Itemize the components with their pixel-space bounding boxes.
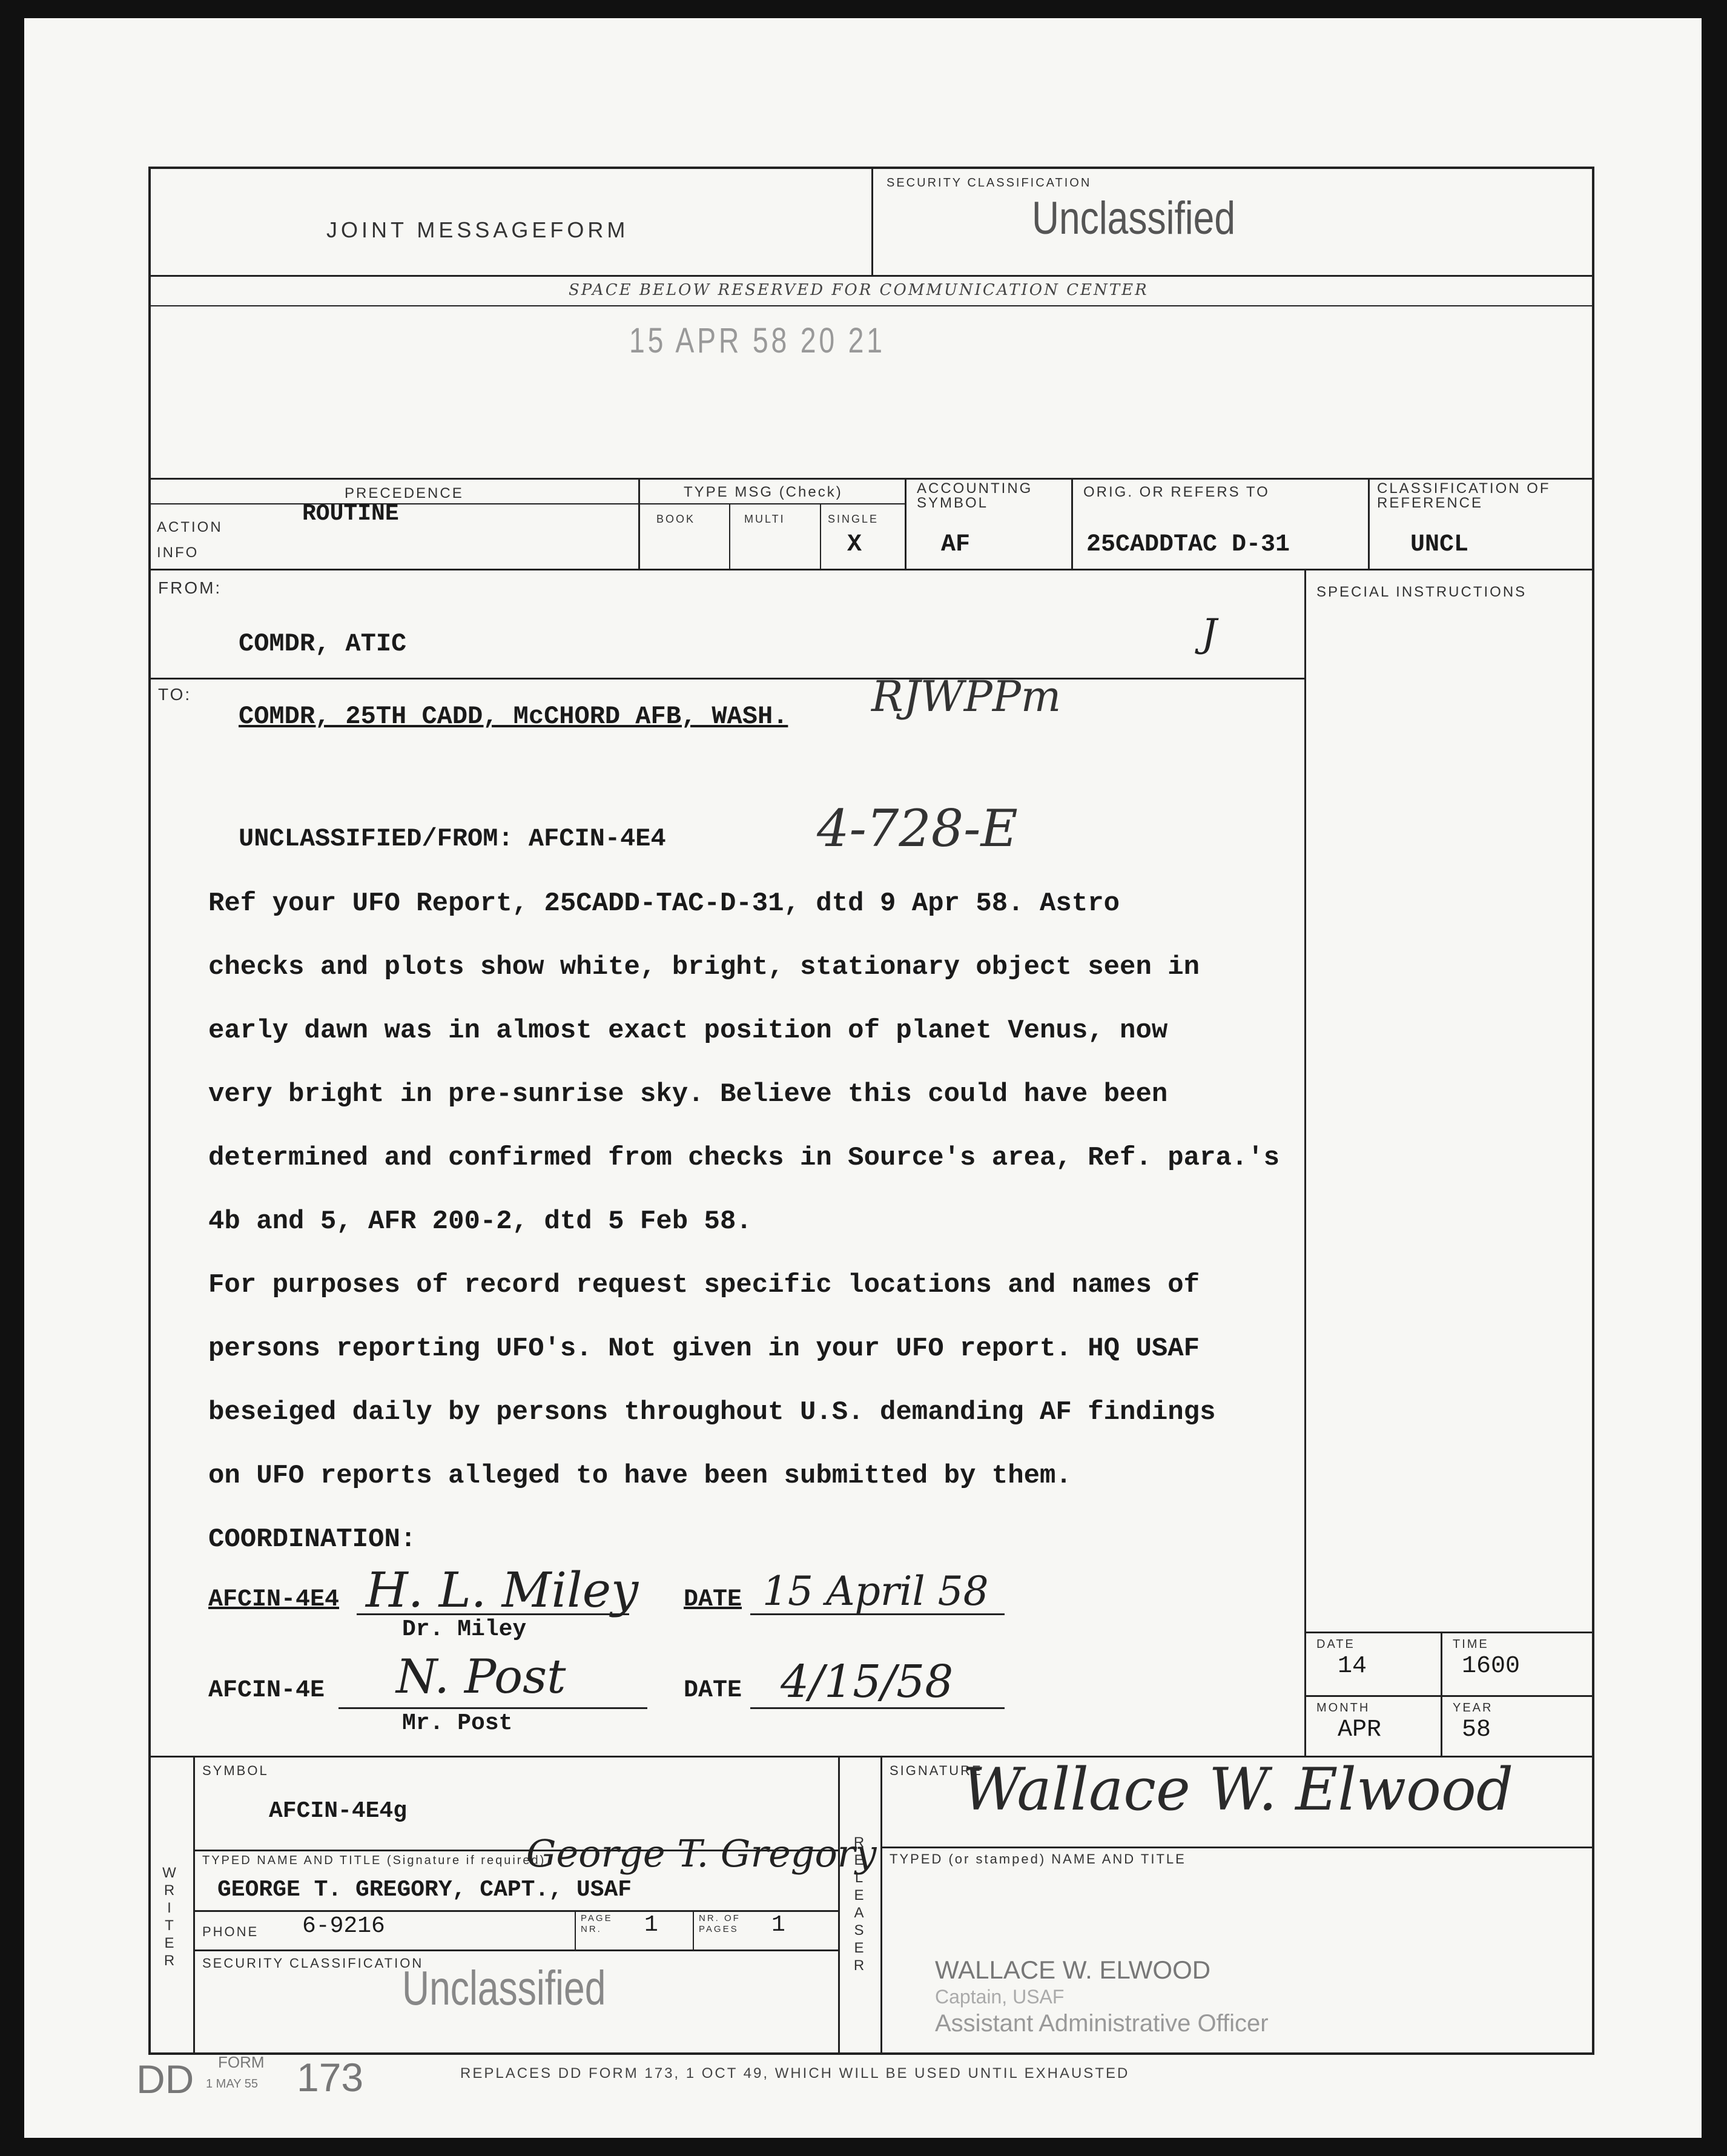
time-value: 1600: [1462, 1653, 1521, 1680]
phone-value: 6-9216: [302, 1913, 385, 1939]
coord1-office: AFCIN-4E4: [208, 1586, 340, 1613]
nr-of-pages-value: 1: [771, 1912, 785, 1938]
form-code: DD: [136, 2057, 194, 2101]
book-label: BOOK: [656, 513, 696, 525]
month-value: APR: [1338, 1716, 1382, 1744]
form-word: FORM: [218, 2053, 265, 2071]
writer-symbol-value: AFCIN-4E4g: [269, 1798, 408, 1824]
coord2-name: Mr. Post: [402, 1710, 513, 1736]
from-value: COMDR, ATIC: [239, 629, 407, 658]
year-label: YEAR: [1453, 1701, 1493, 1715]
coord2-signature: N. Post: [396, 1650, 566, 1704]
message-subject: UNCLASSIFIED/FROM: AFCIN-4E4: [239, 824, 666, 853]
info-label: INFO: [157, 544, 199, 561]
year-value: 58: [1462, 1716, 1491, 1744]
message-line: determined and confirmed from checks in Source's area, Ref. para.'s: [208, 1143, 1280, 1173]
releaser-stamp-rank: Captain, USAF: [935, 1986, 1065, 2008]
action-label: ACTION: [157, 519, 223, 535]
message-subject-annotation: 4-728-E: [817, 799, 1018, 858]
page-nr-label: PAGE NR.: [581, 1913, 613, 1934]
releaser-stamp-title: Assistant Administrative Officer: [935, 2010, 1269, 2037]
message-line: beseiged daily by persons throughout U.S. demanding AF findings: [208, 1397, 1216, 1427]
single-label: SINGLE: [828, 513, 879, 525]
message-line: very bright in pre-sunrise sky. Believe this could have been: [208, 1079, 1168, 1109]
writer-security-stamp: Unclassified: [402, 1961, 606, 2015]
classification-reference-value: UNCL: [1410, 531, 1469, 558]
message-line: Ref your UFO Report, 25CADD-TAC-D-31, dtd 9 Apr 58. Astro: [208, 888, 1120, 919]
writer-signature: George T. Gregory: [526, 1831, 877, 1876]
releaser-stamp-name: WALLACE W. ELWOOD: [935, 1956, 1211, 1984]
message-line: 4b and 5, AFR 200-2, dtd 5 Feb 58.: [208, 1206, 752, 1237]
coord1-signature: H. L. Miley: [366, 1562, 639, 1618]
form-date: 1 MAY 55: [206, 2077, 258, 2091]
precedence-label: PRECEDENCE: [345, 485, 464, 501]
precedence-value: ROUTINE: [302, 501, 399, 527]
document-page: [24, 18, 1702, 2138]
form-replaces-note: REPLACES DD FORM 173, 1 OCT 49, WHICH WILL BE USED UNTIL EXHAUSTED: [460, 2065, 1130, 2082]
type-msg-label: TYPE MSG (Check): [684, 484, 843, 500]
writer-side-label: WRITER: [161, 1865, 177, 1970]
typed-name-title-label: TYPED NAME AND TITLE (Signature if required): [202, 1854, 546, 1867]
from-initial-mark: J: [1201, 611, 1217, 656]
page-nr-value: 1: [644, 1912, 658, 1938]
to-routing-annotation: RJWPPm: [871, 672, 1062, 721]
coord2-office: AFCIN-4E: [208, 1677, 325, 1704]
comm-center-timestamp: 15 APR 58 20 21: [629, 321, 885, 360]
accounting-symbol-label: ACCOUNTING SYMBOL: [917, 480, 1033, 511]
form-number: 173: [297, 2055, 364, 2100]
coord1-date-label: DATE: [684, 1586, 742, 1613]
to-label: TO:: [158, 685, 192, 704]
special-instructions-label: SPECIAL INSTRUCTIONS: [1316, 584, 1527, 600]
orig-refers-value: 25CADDTAC D-31: [1086, 531, 1290, 558]
orig-refers-label: ORIG. OR REFERS TO: [1083, 484, 1270, 500]
typed-name-title-value: GEORGE T. GREGORY, CAPT., USAF: [217, 1877, 632, 1903]
releaser-side-label: RELEASER: [851, 1834, 867, 1975]
message-line: For purposes of record request specific locations and names of: [208, 1270, 1200, 1300]
security-classification-stamp: Unclassified: [1032, 193, 1235, 244]
form-title: JOINT MESSAGEFORM: [326, 217, 629, 242]
month-label: MONTH: [1316, 1701, 1370, 1715]
to-value: COMDR, 25TH CADD, McCHORD AFB, WASH.: [239, 702, 788, 731]
accounting-symbol-value: AF: [941, 531, 971, 558]
coord1-date: 15 April 58: [762, 1568, 989, 1615]
message-line: early dawn was in almost exact position of planet Venus, now: [208, 1016, 1168, 1046]
messageform: [148, 167, 1594, 2055]
single-check: X: [847, 531, 862, 558]
date-label: DATE: [1316, 1638, 1355, 1651]
writer-symbol-label: SYMBOL: [202, 1763, 269, 1778]
comm-center-label: SPACE BELOW RESERVED FOR COMMUNICATION CENTER: [569, 281, 1149, 299]
coord2-date-label: DATE: [684, 1677, 742, 1704]
from-label: FROM:: [158, 578, 222, 597]
classification-reference-label: CLASSIFICATION OF REFERENCE: [1377, 480, 1551, 511]
coord2-date: 4/15/58: [781, 1656, 954, 1708]
coordination-label: COORDINATION:: [208, 1524, 417, 1555]
message-line: checks and plots show white, bright, stationary object seen in: [208, 952, 1200, 982]
coord1-name: Dr. Miley: [402, 1616, 527, 1642]
message-line: on UFO reports alleged to have been submitted by them.: [208, 1461, 1072, 1491]
time-label: TIME: [1453, 1638, 1489, 1651]
date-value: 14: [1338, 1653, 1367, 1680]
writer-security-label: SECURITY CLASSIFICATION: [202, 1956, 424, 1971]
releaser-typed-label: TYPED (or stamped) NAME AND TITLE: [890, 1851, 1186, 1867]
nr-of-pages-label: NR. OF PAGES: [699, 1913, 741, 1934]
security-classification-label: SECURITY CLASSIFICATION: [887, 176, 1092, 190]
multi-label: MULTI: [744, 513, 785, 525]
releaser-signature-label: SIGNATURE: [890, 1763, 983, 1778]
message-line: persons reporting UFO's. Not given in your UFO report. HQ USAF: [208, 1334, 1200, 1364]
releaser-signature: Wallace W. Elwood: [962, 1756, 1514, 1824]
phone-label: PHONE: [202, 1924, 259, 1939]
